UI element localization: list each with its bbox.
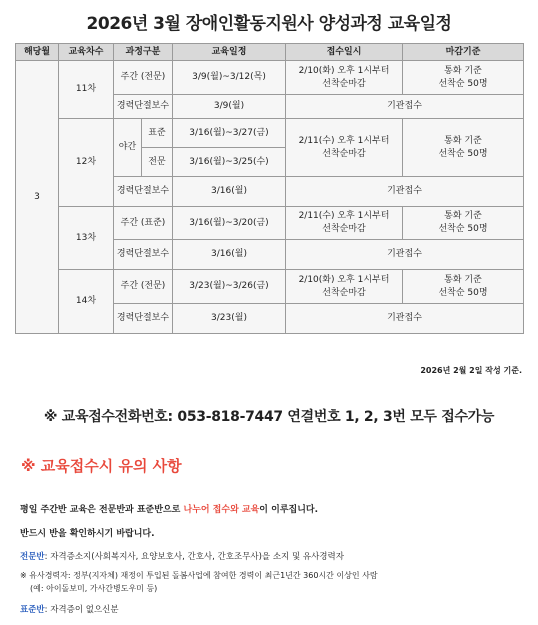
table-row — [16, 119, 524, 148]
reception-rule: 선착순마감 — [322, 78, 366, 89]
course-cell: 주간 (전문) — [114, 61, 173, 95]
round-cell: 14차 — [59, 270, 114, 334]
course-cell: 주간 (표준) — [114, 207, 173, 240]
round-cell: 12차 — [59, 119, 114, 207]
header-schedule: 교육일정 — [173, 44, 286, 61]
expert-class-text: : 자격증소지(사회복지사, 요양보호사, 간호사, 간호조무사)을 소지 및 유사경력자 — [44, 552, 344, 562]
header-round: 교육차수 — [59, 44, 114, 61]
reception-cell: 기관접수 — [286, 177, 524, 207]
table-row — [16, 207, 524, 240]
paragraph-class-split — [20, 502, 318, 515]
deadline-limit: 선착순 50명 — [438, 224, 488, 234]
course-cell: 경력단절보수 — [114, 177, 173, 207]
reception-rule: 선착순마감 — [322, 148, 366, 159]
reception-cell: 기관접수 — [286, 304, 524, 334]
deadline-limit: 선착순 50명 — [438, 287, 488, 298]
sub-course-cell: 표준 — [142, 119, 173, 148]
expert-class-line — [20, 550, 344, 562]
caution-title: ※ 교육접수시 유의 사항 — [21, 457, 182, 475]
schedule-table — [15, 43, 524, 334]
reception-cell: 기관접수 — [286, 95, 524, 119]
header-month: 해당월 — [16, 44, 59, 61]
deadline-basis: 통화 기준 — [444, 65, 482, 76]
schedule-cell: 3/23(월)~3/26(금) — [173, 270, 286, 304]
deadline-basis: 통화 기준 — [444, 135, 482, 146]
table-header-row — [16, 44, 524, 61]
similar-career-example: (예: 아이돌보미, 가사간병도우미 등) — [30, 584, 158, 593]
deadline-limit: 선착순 50명 — [438, 78, 488, 89]
reception-rule: 선착순마감 — [322, 224, 366, 234]
deadline-cell — [403, 119, 524, 177]
schedule-cell: 3/16(월)~3/20(금) — [173, 207, 286, 240]
schedule-cell: 3/16(월) — [173, 240, 286, 270]
paragraph-text: 평일 주간반 교육은 전문반과 표준반으로 — [20, 505, 184, 515]
reception-rule: 선착순마감 — [322, 287, 366, 298]
standard-class-text: : 자격증이 없으신분 — [44, 605, 119, 615]
reception-time: 2/11(수) 오후 1시부터 — [298, 135, 390, 146]
round-cell: 11차 — [59, 61, 114, 119]
expert-class-label: 전문반 — [20, 552, 45, 562]
deadline-cell — [403, 270, 524, 304]
month-cell: 3 — [16, 61, 59, 334]
page-title: 2026년 3월 장애인활동지원사 양성과정 교육일정 — [86, 14, 452, 34]
paragraph-text: 이 이루집니다. — [259, 505, 319, 515]
reception-cell — [286, 207, 403, 240]
schedule-cell: 3/16(월) — [173, 177, 286, 207]
table-row — [16, 270, 524, 304]
reception-cell: 기관접수 — [286, 240, 524, 270]
schedule-cell: 3/16(월)~3/27(금) — [173, 119, 286, 148]
course-cell: 경력단절보수 — [114, 304, 173, 334]
schedule-cell: 3/16(월)~3/25(수) — [173, 148, 286, 177]
header-course: 과정구분 — [114, 44, 173, 61]
reception-cell — [286, 119, 403, 177]
sub-course-cell: 전문 — [142, 148, 173, 177]
deadline-cell — [403, 207, 524, 240]
deadline-basis: 통화 기준 — [444, 211, 482, 221]
round-cell: 13차 — [59, 207, 114, 270]
reception-cell — [286, 61, 403, 95]
reception-time: 2/11(수) 오후 1시부터 — [298, 211, 390, 221]
header-deadline: 마감기준 — [403, 44, 524, 61]
course-cell: 경력단절보수 — [114, 95, 173, 119]
deadline-limit: 선착순 50명 — [438, 148, 488, 159]
header-reception: 접수일시 — [286, 44, 403, 61]
course-cell: 주간 (전문) — [114, 270, 173, 304]
reception-cell — [286, 270, 403, 304]
course-cell: 야간 — [114, 119, 142, 177]
reception-time: 2/10(화) 오후 1시부터 — [298, 274, 390, 285]
standard-class-line — [20, 603, 119, 615]
schedule-cell: 3/9(월) — [173, 95, 286, 119]
table-row — [16, 61, 524, 95]
highlight-text: 나누어 접수와 교육 — [183, 505, 260, 515]
similar-career-note: ※ 유사경력자: 정부(지자체) 재정이 투입된 돌봄사업에 참여한 경력이 최근1년간 360시간 이상인 사람 — [20, 571, 378, 580]
creation-date-note: 2026년 2월 2일 작성 기준. — [420, 366, 522, 375]
standard-class-label: 표준반 — [20, 605, 45, 615]
paragraph-check-class: 반드시 반을 확인하시기 바랍니다. — [20, 529, 155, 539]
course-cell: 경력단절보수 — [114, 240, 173, 270]
schedule-cell: 3/23(월) — [173, 304, 286, 334]
deadline-cell — [403, 61, 524, 95]
phone-line: ※ 교육접수전화번호: 053-818-7447 연결번호 1, 2, 3번 모두 접수가능 — [43, 409, 495, 425]
schedule-cell: 3/9(월)~3/12(목) — [173, 61, 286, 95]
reception-time: 2/10(화) 오후 1시부터 — [298, 65, 390, 76]
deadline-basis: 통화 기준 — [444, 274, 482, 285]
